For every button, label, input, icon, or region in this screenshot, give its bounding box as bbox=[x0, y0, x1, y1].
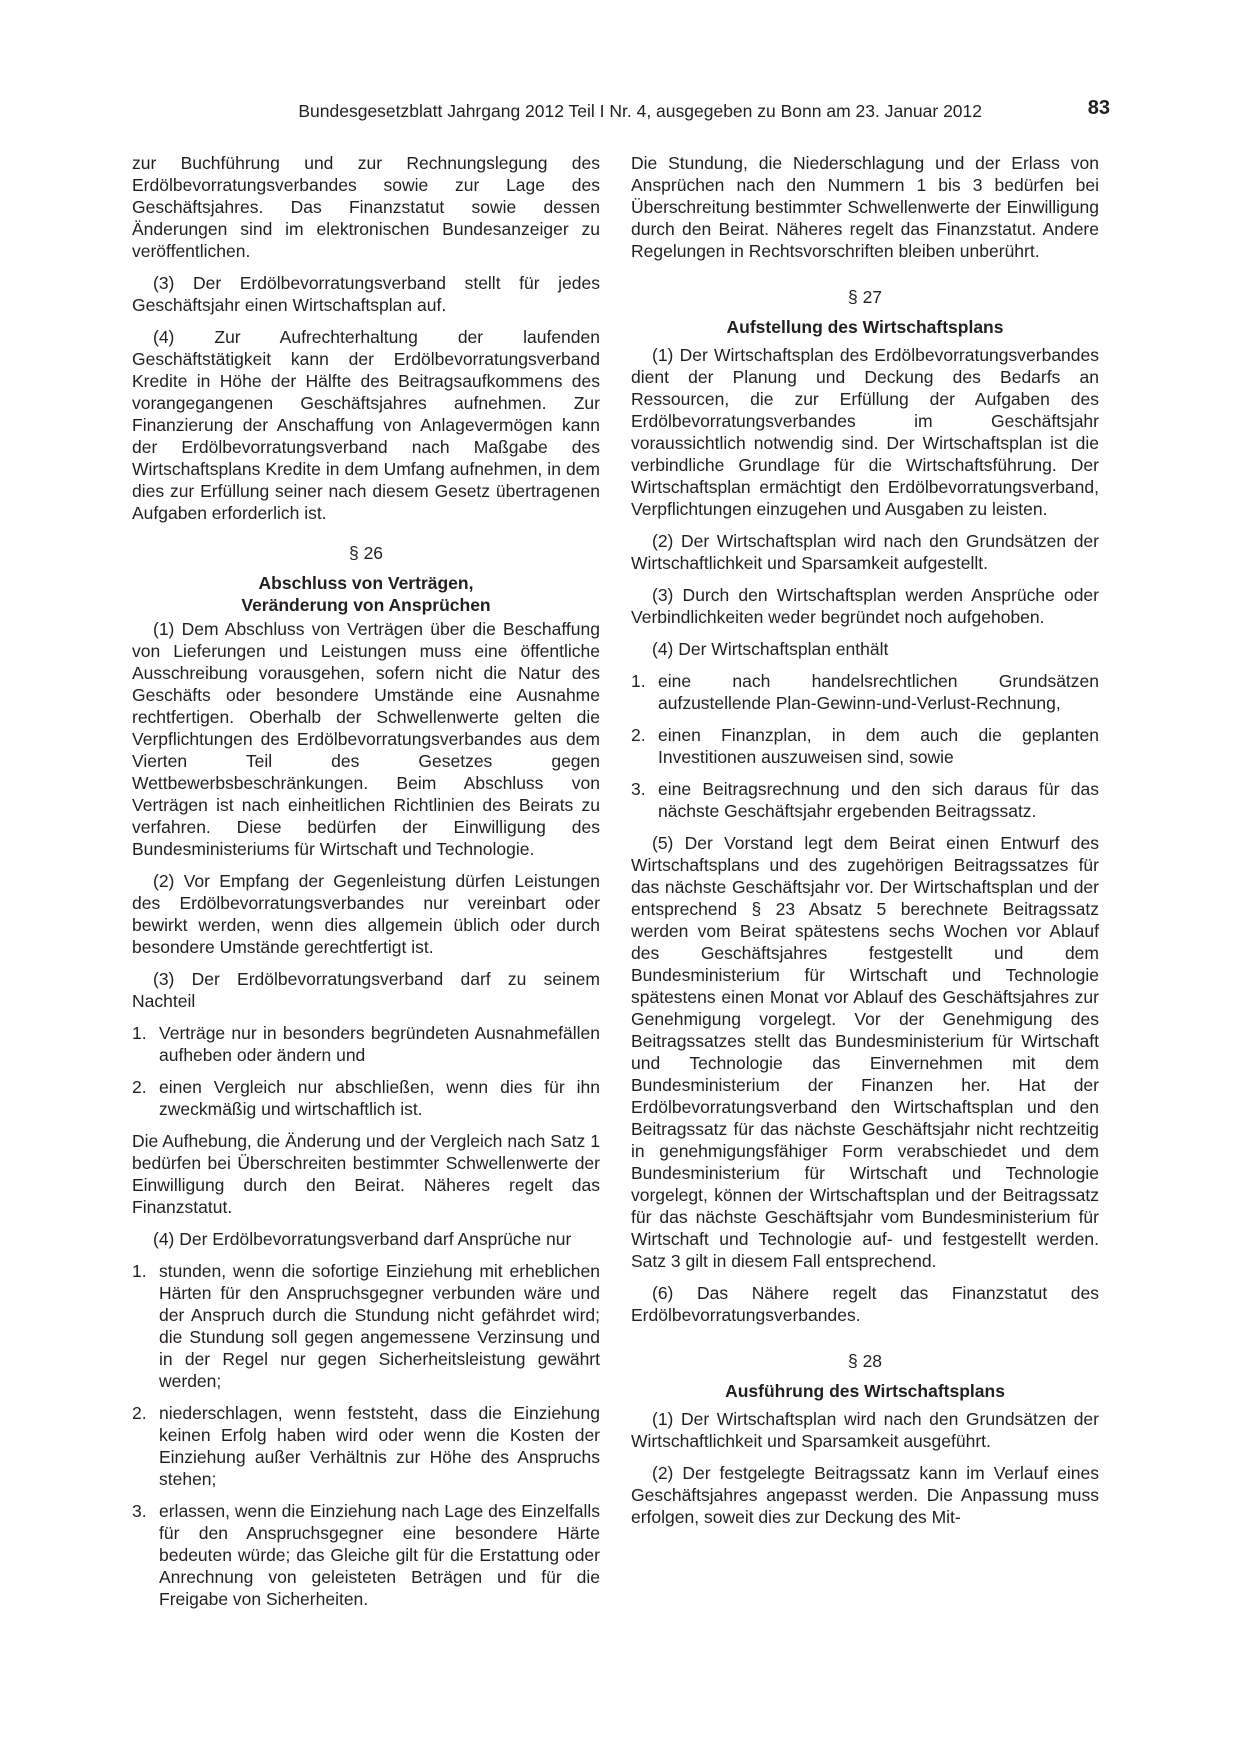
paragraph: (5) Der Vorstand legt dem Beirat einen Entwurf des Wirtschaftsplans und des zugehörigen Beitragssatzes für das nächste Geschäftsjahr vor. Der Wirtschaftsplan und der entsprechend § 23 Absatz 5 berechnete Beitragssatz werden vom Beirat spätestens sechs Wochen vor Ablauf des Geschäftsjahres festgestellt und dem Bundesministerium für Wirtschaft und Technologie spätestens einen Monat vor Ablauf des Geschäftsjahres zur Genehmigung vorgelegt. Vor der Genehmigung des Beitragssatzes stellt das Bundesministerium für Wirtschaft und Technologie das Einvernehmen mit dem Bundesministerium der Finanzen her. Hat der Erdölbevorratungsverband den Wirtschaftsplan und den Beitragssatz für das nächste Geschäftsjahr nicht rechtzeitig in genehmigungsfähiger Form verabschiedet und dem Bundesministerium für Wirtschaft und Technologie vorgelegt, können der Wirtschaftsplan und der Beitragssatz für das nächste Geschäftsjahr vom Bundesministerium für Wirtschaft und Technologie auf- und festgestellt werden. Satz 3 gilt in diesem Fall entsprechend. bbox=[631, 833, 1099, 1271]
list-item bbox=[132, 1076, 600, 1120]
list-item bbox=[132, 1260, 600, 1392]
paragraph: (3) Durch den Wirtschaftsplan werden Ansprüche oder Verbindlichkeiten weder begründet noch aufgehoben. bbox=[631, 585, 1099, 627]
section-title-line: Abschluss von Verträgen, bbox=[258, 573, 474, 593]
list-text: niederschlagen, wenn feststeht, dass die Einziehung keinen Erfolg haben wird oder wenn die Kosten der Einziehung außer Verhältnis zur Höhe des Anspruchs stehen; bbox=[159, 1403, 600, 1489]
list-item bbox=[132, 1500, 600, 1610]
list-text: eine Beitragsrechnung und den sich daraus für das nächste Geschäftsjahr ergebenden Beitragssatz. bbox=[658, 779, 1099, 821]
list-text: einen Finanzplan, in dem auch die geplanten Investitionen auszuweisen sind, sowie bbox=[658, 725, 1099, 767]
right-column bbox=[631, 152, 1099, 1538]
numbered-list bbox=[631, 670, 1099, 822]
paragraph: (4) Der Erdölbevorratungsverband darf Ansprüche nur bbox=[153, 1229, 572, 1249]
list-number: 2. bbox=[132, 1077, 147, 1097]
list-number: 1. bbox=[132, 1023, 147, 1043]
section-title: Aufstellung des Wirtschaftsplans bbox=[726, 317, 1004, 337]
section-title bbox=[132, 572, 600, 616]
section-title: Ausführung des Wirtschaftsplans bbox=[725, 1381, 1005, 1401]
paragraph: (1) Der Wirtschaftsplan des Erdölbevorratungsverbandes dient der Planung und Deckung des Bedarfs an Ressourcen, die zur Erfüllung der Aufgaben des Erdölbevorratungsverbandes im Geschäftsjahr voraussichtlich notwendig sind. Der Wirtschaftsplan ist die verbindliche Grundlage für die Wirtschaftsführung. Der Wirtschaftsplan ermächtigt den Erdölbevorratungsverband, Verpflichtungen einzugehen und Ausgaben zu leisten. bbox=[631, 345, 1099, 519]
section-number: § 27 bbox=[847, 287, 883, 307]
list-number: 3. bbox=[132, 1501, 147, 1521]
paragraph: (2) Vor Empfang der Gegenleistung dürfen Leistungen des Erdölbevorratungsverbandes nur vereinbart oder bewirkt werden, wenn dies allgemein üblich oder durch besondere Umstände gerechtfertigt ist. bbox=[132, 871, 600, 957]
paragraph: (6) Das Nähere regelt das Finanzstatut des Erdölbevorratungsverbandes. bbox=[631, 1283, 1099, 1325]
paragraph: (3) Der Erdölbevorratungsverband stellt für jedes Geschäftsjahr einen Wirtschaftsplan auf. bbox=[132, 273, 600, 315]
list-number: 1. bbox=[631, 671, 646, 691]
header-title: Bundesgesetzblatt Jahrgang 2012 Teil I Nr. 4, ausgegeben zu Bonn am 23. Januar 2012 bbox=[298, 101, 982, 121]
list-number: 1. bbox=[132, 1261, 147, 1281]
list-item bbox=[132, 1402, 600, 1490]
list-text: Verträge nur in besonders begründeten Ausnahmefällen aufheben oder ändern und bbox=[159, 1023, 600, 1065]
list-text: einen Vergleich nur abschließen, wenn dies für ihn zweckmäßig und wirtschaftlich ist. bbox=[159, 1077, 600, 1119]
paragraph: (4) Zur Aufrechterhaltung der laufenden Geschäftstätigkeit kann der Erdölbevorratungsverband Kredite in Höhe der Hälfte des Beitragsaufkommens des vorangegangenen Geschäftsjahres aufnehmen. Zur Finanzierung der Anschaffung von Anlagevermögen kann der Erdölbevorratungsverband nach Maßgabe des Wirtschaftsplans Kredite in dem Umfang aufnehmen, in dem dies zur Erfüllung seiner nach diesem Gesetz übertragenen Aufgaben erforderlich ist. bbox=[132, 327, 600, 523]
section-number: § 26 bbox=[348, 543, 384, 563]
page-number: 83 bbox=[1087, 97, 1110, 119]
list-text: eine nach handelsrechtlichen Grundsätzen aufzustellende Plan-Gewinn-und-Verlust-Rechnung, bbox=[658, 671, 1099, 713]
list-item bbox=[631, 670, 1099, 714]
paragraph: (2) Der festgelegte Beitragssatz kann im Verlauf eines Geschäftsjahres angepasst werden. Die Anpassung muss erfolgen, soweit dies zur Deckung des Mit- bbox=[631, 1463, 1099, 1527]
numbered-list bbox=[132, 1260, 600, 1610]
paragraph: (1) Der Wirtschaftsplan wird nach den Grundsätzen der Wirtschaftlichkeit und Sparsamkeit ausgeführt. bbox=[631, 1409, 1099, 1451]
list-text: erlassen, wenn die Einziehung nach Lage des Einzelfalls für den Anspruchsgegner eine besondere Härte bedeuten würde; das Gleiche gilt für die Erstattung oder Anrechnung von geleisteten Beträgen und für die Freigabe von Sicherheiten. bbox=[159, 1501, 600, 1609]
paragraph: zur Buchführung und zur Rechnungslegung des Erdölbevorratungsverbandes sowie zur Lage des Geschäftsjahres. Das Finanzstatut sowie dessen Änderungen sind im elektronischen Bundesanzeiger zu veröffentlichen. bbox=[132, 153, 600, 261]
left-column bbox=[132, 152, 600, 1620]
section-number: § 28 bbox=[847, 1351, 883, 1371]
numbered-list bbox=[132, 1022, 600, 1120]
list-number: 3. bbox=[631, 779, 646, 799]
page-header bbox=[132, 97, 1110, 125]
list-item bbox=[631, 724, 1099, 768]
paragraph: (1) Dem Abschluss von Verträgen über die Beschaffung von Lieferungen und Leistungen muss eine öffentliche Ausschreibung vorausgehen, sofern nicht die Natur des Geschäfts oder besondere Umstände eine Ausnahme rechtfertigen. Oberhalb der Schwellenwerte gelten die Verpflichtungen des Erdölbevorratungsverbandes aus dem Vierten Teil des Gesetzes gegen Wettbewerbsbeschränkungen. Beim Abschluss von Verträgen ist nach einheitlichen Richtlinien des Beirats zu verfahren. Diese bedürfen der Einwilligung des Bundesministeriums für Wirtschaft und Technologie. bbox=[132, 619, 600, 859]
paragraph: Die Stundung, die Niederschlagung und der Erlass von Ansprüchen nach den Nummern 1 bis 3 bedürfen bei Überschreitung bestimmter Schwellenwerte der Einwilligung durch den Beirat. Näheres regelt das Finanzstatut. Andere Regelungen in Rechtsvorschriften bleiben unberührt. bbox=[631, 153, 1099, 261]
section-title-line: Veränderung von Ansprüchen bbox=[241, 595, 491, 615]
paragraph: (4) Der Wirtschaftsplan enthält bbox=[652, 639, 889, 659]
paragraph: (3) Der Erdölbevorratungsverband darf zu seinem Nachteil bbox=[132, 969, 600, 1011]
list-item bbox=[132, 1022, 600, 1066]
list-number: 2. bbox=[631, 725, 646, 745]
paragraph: (2) Der Wirtschaftsplan wird nach den Grundsätzen der Wirtschaftlichkeit und Sparsamkeit aufgestellt. bbox=[631, 531, 1099, 573]
list-item bbox=[631, 778, 1099, 822]
list-number: 2. bbox=[132, 1403, 147, 1423]
list-text: stunden, wenn die sofortige Einziehung mit erheblichen Härten für den Anspruchsgegner verbunden wäre und der Anspruch durch die Stundung nicht gefährdet wird; die Stundung soll gegen angemessene Verzinsung und in der Regel nur gegen Sicherheitsleistung gewährt werden; bbox=[159, 1261, 600, 1391]
paragraph: Die Aufhebung, die Änderung und der Vergleich nach Satz 1 bedürfen bei Überschreiten bestimmter Schwellenwerte der Einwilligung durch den Beirat. Näheres regelt das Finanzstatut. bbox=[132, 1131, 600, 1217]
